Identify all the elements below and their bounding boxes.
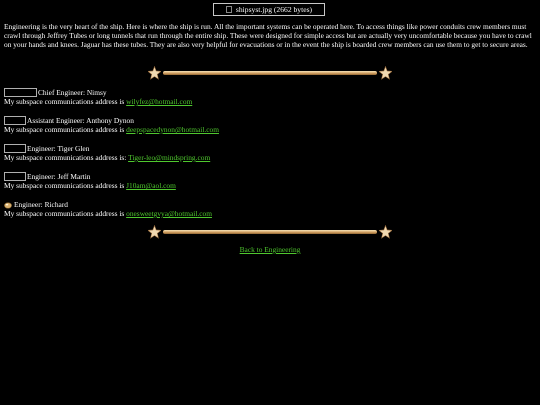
crew-entry-chief-engineer: [4, 86, 192, 106]
address-prefix: My subspace communications address is: [4, 209, 127, 218]
crew-entry-engineer-jeff-martin: [4, 170, 176, 190]
address-prefix: My subspace communications address is:: [4, 153, 129, 162]
star-icon: [379, 66, 392, 80]
crew-title: Engineer: Richard: [14, 199, 68, 209]
address-prefix: My subspace communications address is: [4, 125, 127, 134]
star-icon: [148, 66, 161, 80]
top-divider: [148, 66, 392, 80]
broken-image-icon: [4, 144, 26, 153]
star-icon: [148, 225, 161, 239]
bottom-divider: [148, 225, 392, 239]
email-link[interactable]: Tiger-leo@mindspring.com: [128, 153, 211, 162]
broken-image-icon: [226, 6, 232, 13]
crew-entry-engineer-tiger-glen: [4, 142, 210, 162]
back-to-engineering-link[interactable]: Back to Engineering: [239, 245, 301, 254]
broken-image-icon: [4, 88, 37, 97]
divider-bar: [163, 230, 377, 234]
email-link[interactable]: J10am@aol.com: [126, 181, 176, 190]
broken-image-icon: [4, 116, 26, 125]
divider-bar: [163, 71, 377, 75]
back-link-container: [0, 245, 540, 254]
crew-title: Engineer: Tiger Glen: [27, 143, 90, 153]
address-prefix: My subspace communications address is: [4, 97, 127, 106]
star-icon: [379, 225, 392, 239]
crew-entry-assistant-engineer: [4, 114, 219, 134]
header-image-alt-text: shipsyst.jpg (2662 bytes): [235, 4, 313, 14]
email-link[interactable]: deepspacedynon@hotmail.com: [126, 125, 219, 134]
address-prefix: My subspace communications address is: [4, 181, 127, 190]
email-link[interactable]: onesweetgvya@hotmail.com: [126, 209, 212, 218]
pin-icon: [4, 202, 12, 209]
crew-title: Chief Engineer: Nimsy: [38, 87, 107, 97]
header-image: [213, 3, 325, 16]
crew-title: Assistant Engineer: Anthony Dynon: [27, 115, 134, 125]
crew-title: Engineer: Jeff Martin: [27, 171, 91, 181]
intro-paragraph: Engineering is the very heart of the ship. Here is where the ship is run. All the important systems can be operated here. To access things like power conduits crew members must crawl through Jeffrey Tubes or long tunnels that run through the entire ship. These were designed for simple access but are actually very uncomfortable because you have to crawl on your hands and knees. Jaguar has these tubes. They are also very helpful for evacuations or in the event the ship is boarded crew members can use them to get to secure areas.: [4, 22, 532, 50]
broken-image-icon: [4, 172, 26, 181]
crew-entry-engineer-richard: [4, 198, 212, 218]
email-link[interactable]: wilyfez@hotmail.com: [126, 97, 193, 106]
